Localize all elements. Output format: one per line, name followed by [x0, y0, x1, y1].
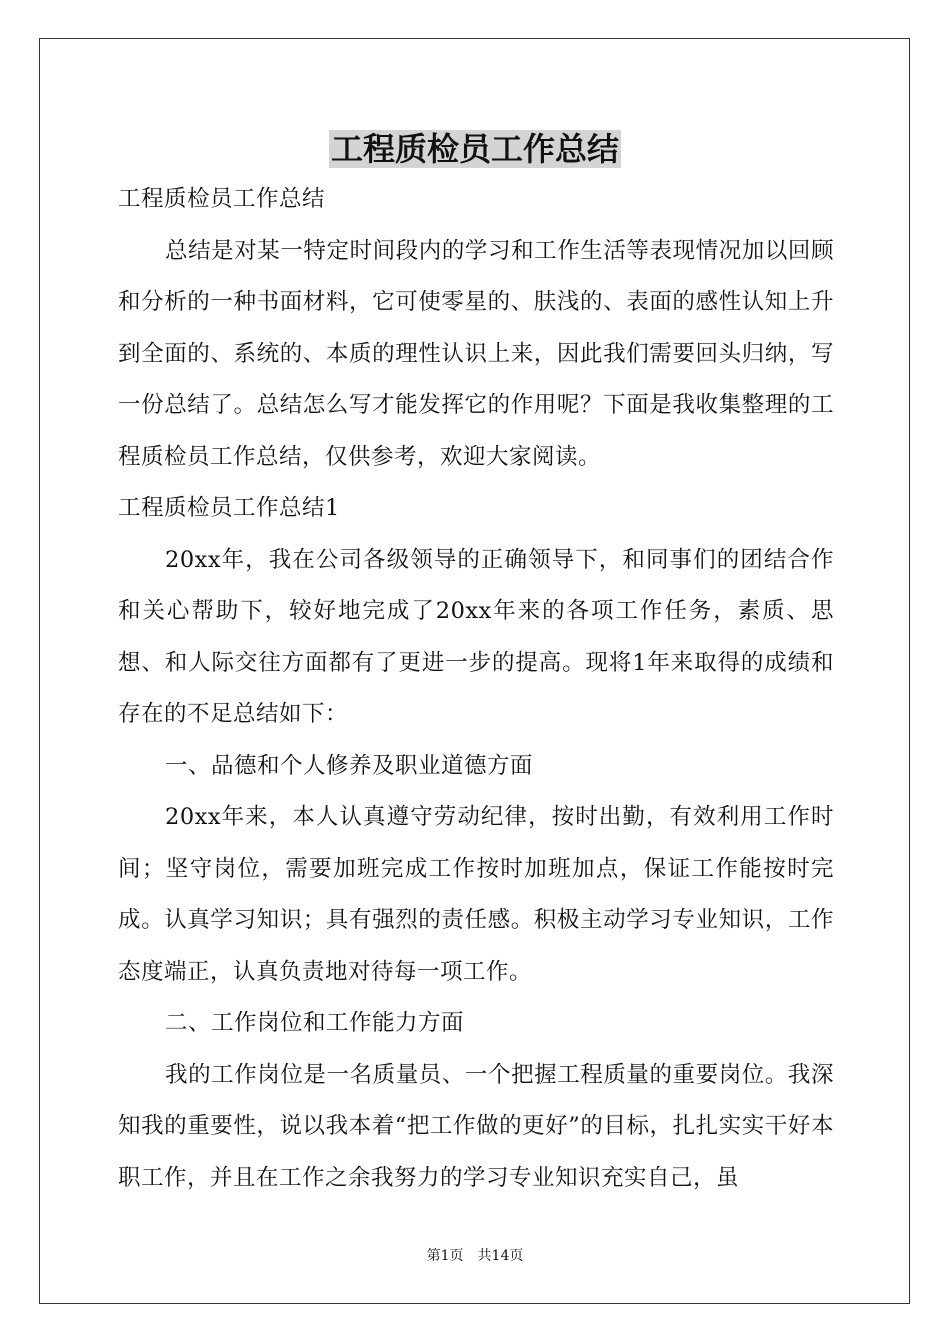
paragraph-subtitle: 工程质检员工作总结 — [118, 186, 326, 212]
page-footer: 第1页 共14页 — [426, 1248, 524, 1264]
document-body — [118, 174, 834, 1204]
paragraph-heading-one: 一、品德和个人修养及职业道德方面 — [165, 752, 534, 779]
paragraph-intro: 总结是对某一特定时间段内的学习和工作生活等表现情况加以回顾和分析的一种书面材料，它可使零星的、肤浅的、表面的感性认知上升到全面的、系统的、本质的理性认识上来，因此我们需要回头归纳，写一份总结了。总结怎么写才能发挥它的作用呢？下面是我收集整理的工程质检员工作总结，仅供参考，欢迎大家阅读。 — [118, 237, 834, 470]
paragraph-position: 我的工作岗位是一名质量员、一个把握工程质量的重要岗位。我深知我的重要性，说以我本着“把工作做的更好”的目标，扎扎实实干好本职工作，并且在工作之余我努力的学习专业知识充实自己，虽 — [118, 1061, 834, 1191]
document-title — [0, 124, 950, 174]
paragraph-section-heading: 工程质检员工作总结1 — [118, 495, 340, 521]
document-title-text: 工程质检员工作总结 — [330, 130, 619, 168]
paragraph-overview: 20xx年，我在公司各级领导的正确领导下，和同事们的团结合作和关心帮助下，较好地完成了20xx年来的各项工作任务，素质、思想、和人际交往方面都有了更进一步的提高。现将1年来取得的成绩和存在的不足总结如下： — [118, 546, 834, 727]
paragraph-ethics: 20xx年来，本人认真遵守劳动纪律，按时出勤，有效利用工作时间；坚守岗位，需要加班完成工作按时加班加点，保证工作能按时完成。认真学习知识；具有强烈的责任感。积极主动学习专业知识，工作态度端正，认真负责地对待每一项工作。 — [118, 804, 834, 985]
paragraph-heading-two: 二、工作岗位和工作能力方面 — [165, 1010, 465, 1036]
